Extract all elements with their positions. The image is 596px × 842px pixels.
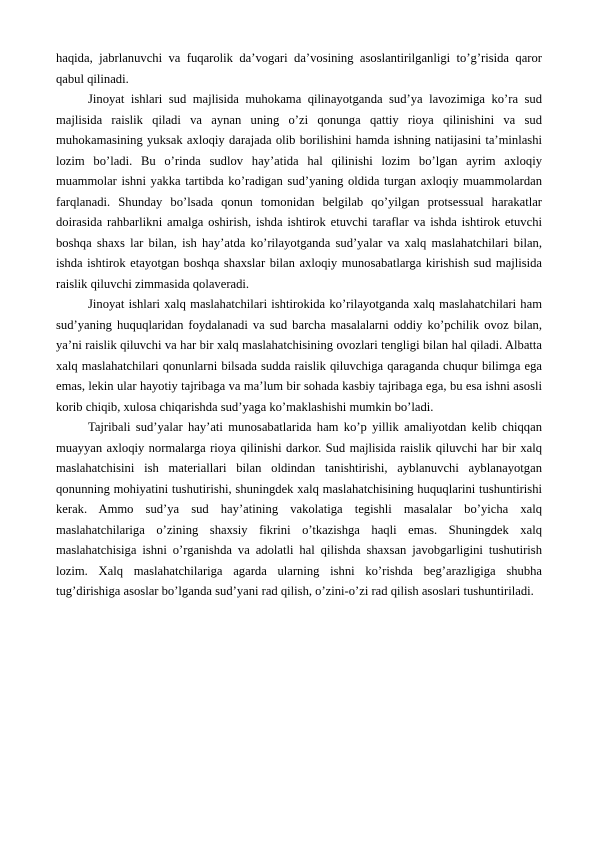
paragraph-judges-panel: Tajribali sud’yalar hay’ati munosabatlarida ham ko’p yillik amaliyotdan kelib chiqqan muayyan axloqiy normalarga rioya qilinishi darkor. Sud majlisida raislik qiluvchi har bir xalq maslahatchisini ish materiallari bilan oldindan tanishtirishi, ayblanuvchi ayblanayotgan qonunning mohiyatini tushutirishi, shuningdek xalq maslahatchisining huquqlarini tushuntirishi kerak. Ammo sud’ya sud hay’atining vakolatiga tegishli masalalar bo’yicha xalq maslahatchilariga o’zining shaxsiy fikrini o’tkazishga haqli emas. Shuningdek xalq maslahatchisiga ishni o’rganishda va adolatli hal qilishda shaxsan javobgarligini tushutirish lozim. Xalq maslahatchilariga agarda ularning ishni ko’rishda beg’arazligiga shubha tug’dirishiga asoslar bo’lganda sud’yani rad qilish, o’zini-o’zi rad qilish asoslari tushuntiriladi. [56,420,542,598]
paragraph-criminal-case-hearing: Jinoyat ishlari sud majlisida muhokama qilinayotganda sud’ya lavozimiga ko’ra sud majlisida raislik qiladi va aynan uning o’zi qonunga qattiy rioya qilinishini va sud muhokamasining yuksak axloqiy darajada olib borilishini hamda ishning natijasini ta’minlashi lozim bo’ladi. Bu o’rinda sudlov hay’atida hal qilinishi lozim bo’lgan ayrim axloqiy muammolar ishni yakka tartibda ko’radigan sud’yaning oldida turgan axloqiy muammolardan farqlanadi. Shunday bo’lsada qonun tomonidan belgilab qo’yilgan protsessual harakatlar doirasida rahbarlikni amalga oshirish, ishda ishtirok etuvchi taraflar va ishda ishtirok etuvchi boshqa shaxs lar bilan, ish hay’atda ko’rilayotganda sud’yalar va xalq maslahatchilari bilan, ishda ishtirok etayotgan boshqa shaxslar bilan axloqiy munosabatlarga kirishish sud majlisida raislik qiluvchi zimmasida qolaveradi. [56,92,542,291]
paragraph-continuation: haqida, jabrlanuvchi va fuqarolik da’vogari da’vosining asoslantirilganligi to’g’risida qaror qabul qilinadi. [56,51,542,86]
paragraph-people-assessors: Jinoyat ishlari xalq maslahatchilari ishtirokida ko’rilayotganda xalq maslahatchilari ham sud’yaning huquqlaridan foydalanadi va sud barcha masalalarni oddiy ko’pchilik ovoz bilan, ya’ni raislik qiluvchi va har bir xalq maslahatchisining ovozlari tengligi bilan hal qiladi. Albatta xalq maslahatchilari qonunlarni bilsada sudda raislik qiluvchiga qaraganda chuqur bilimga ega emas, lekin ular hayotiy tajribaga va ma’lum bir sohada kasbiy tajribaga ega, bu esa ishni asosli korib chiqib, xulosa chiqarishda sud’yaga ko’maklashishi mumkin bo’ladi. [56,297,542,414]
document-page [56,48,542,602]
